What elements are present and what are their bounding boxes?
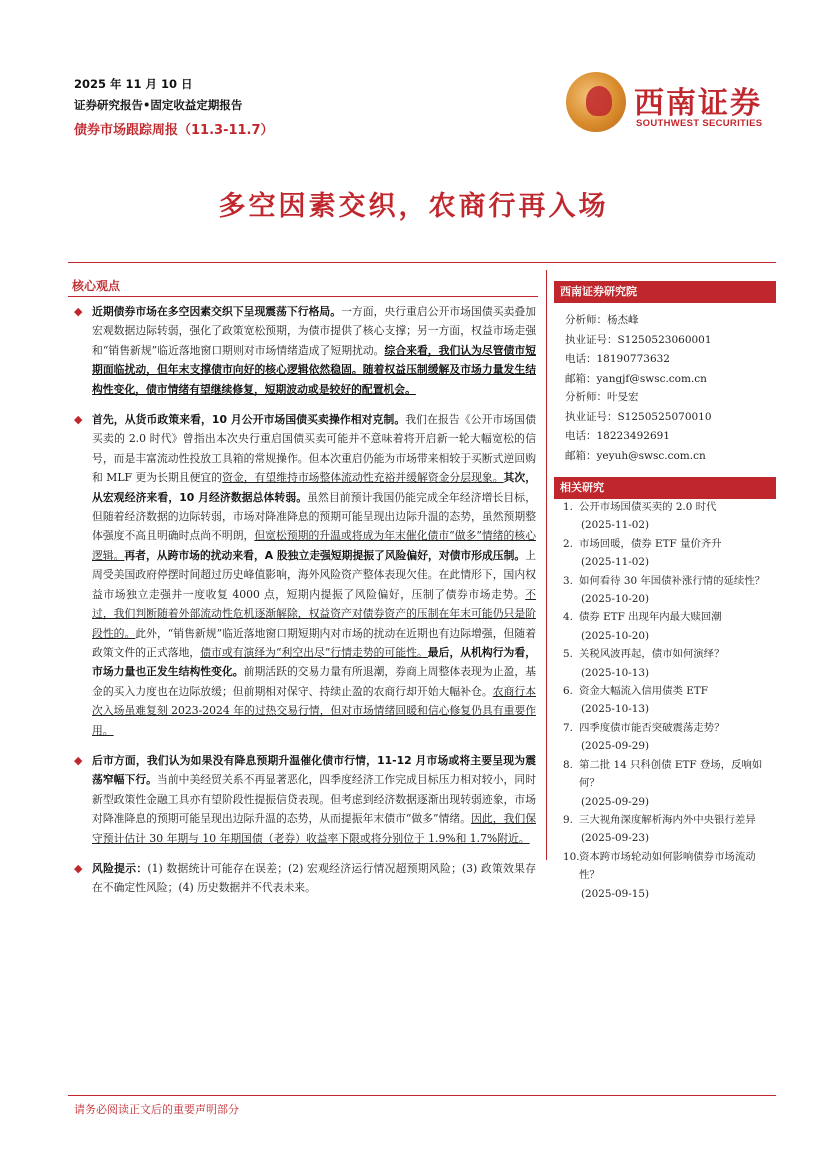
item-date: (2025-09-29) [581,740,650,753]
report-series: 债券市场跟踪周报（11.3-11.7） [74,123,274,138]
item-date: (2025-09-23) [581,832,650,845]
institute-heading: 西南证券研究院 [554,281,776,303]
item-title: 资金大幅流入信用债类 ETF [579,685,708,698]
item-number: 4. [563,611,573,624]
list-item[interactable] [563,645,775,682]
item-title: 市场回暖，债券 ETF 量价齐升 [579,537,722,550]
para-text: 我们在报告《公开市场国债买卖的 2.0 时代》曾指出本次央行重启国债买卖可能并不意味着将开启新一轮大幅宽松的信号，而是丰富流动性投放工具箱的常规操作。但本次重启仍能为市场带来相较于买断式逆回购和 MLF 更为长期且便宜的 [92,413,536,485]
para-subhead: 其次，从宏观经济来看，10 月经济数据总体转弱。 [92,471,536,504]
item-number: 3. [563,574,573,587]
analyst-license: 执业证号：S1250523060001 [565,333,712,346]
logo-name-en: SOUTHWEST SECURITIES [636,118,763,129]
item-number: 6. [563,685,573,698]
item-title: 关税风波再起，债市如何演绎？ [579,648,725,661]
core-view-underline [68,296,538,297]
item-date: (2025-09-29) [581,795,650,808]
related-research-heading: 相关研究 [554,477,776,499]
para-lead: 首先，从货币政策来看，10 月公开市场国债买卖操作相对克制。 [92,413,406,427]
para-text: 一方面，央行重启公开市场国债买卖叠加宏观数据边际转弱，强化了政策宽松预期，为债市提供了核心支撑；另一方面，权益市场走强和“销售新规”临近落地窗口期则对市场情绪造成了短期扰动。 [92,305,537,357]
analyst-name: 分析师：叶旻宏 [565,391,639,403]
item-title: 债券 ETF 出现年内最大赎回潮 [579,611,722,624]
item-number: 9. [563,813,573,826]
item-date: (2025-10-20) [581,629,650,642]
analyst-contact-1 [565,311,712,389]
list-item[interactable] [563,608,775,645]
item-title: 如何看待 30 年国债补涨行情的延续性？ [579,574,766,587]
para-underlined: 农商行本次入场虽难复刻 2023-2024 年的过热交易行情，但对市场情绪回暖和信心修复仍具有重要作用。 [92,684,537,737]
item-number: 7. [563,721,573,734]
core-view-heading: 核心观点 [72,279,121,293]
para-text: 此外，“销售新规”临近落地窗口期短期内对市场的扰动在近期也有边际增强，但随着政策文件的正式落地， [92,626,536,659]
footer-divider [68,1095,776,1096]
para-conclusion: 综合来看，我们认为尽管债市短期面临扰动，但年末支撑债市向好的核心逻辑依然稳固。随着权益压制缓解及市场力量发生结构性变化，债市情绪有望继续修复，短期波动或是较好的配置机会。 [92,343,536,396]
para-text: 上周受美国政府停摆时间超过历史峰值影响，海外风险资产整体表现欠佳。在此情形下，国内权益市场独立走强并一度收复 4000 点，短期内提振了风险偏好，压制了债券市场走势。 [92,548,536,601]
list-item[interactable] [563,498,775,535]
para-text: 前期活跃的交易力量有所退潮，券商上周整体表现为止盈，基金的买入力度也在边际放缓；但前期相对保守、持续止盈的农商行却开始大幅补仓。 [92,665,537,698]
item-number: 1. [563,501,573,513]
list-item[interactable] [563,719,775,756]
item-title: 三大视角深度解析海内外中央银行差异 [579,813,756,826]
para-underlined: 因此，我们保守预计估计 30 年期与 10 年期国债（老券）收益率下限或将分别位于 1.9%和 1.7%附近。 [92,812,536,845]
item-title: 四季度债市能否突破震荡走势？ [579,721,725,734]
page-title: 多空因素交织，农商行再入场 [218,191,609,222]
para-underlined: 债市或有演绎为“利空出尽”行情走势的可能性。 [200,645,428,659]
list-item[interactable] [563,848,775,903]
item-title: 第二批 14 只科创债 ETF 登场，反响如何？ [579,758,763,790]
title-divider [68,262,776,263]
para-text: 虽然目前预计我国仍能完成全年经济增长目标，但随着经济数据的边际转弱，市场对降准降息的预期可能呈现出边际升温的态势，虽然预期整体强度不高且明确时点尚不明朗， [92,490,536,543]
item-number: 2. [563,537,573,550]
para-underlined: 但宽松预期的升温或将成为年末催化债市“做多”情绪的核心逻辑。 [92,529,537,562]
bullet-icon: ◆ [74,861,83,875]
list-item[interactable] [563,811,775,848]
paragraph-market-overview [74,302,536,399]
analyst-license: 执业证号：S1250525070010 [565,410,712,423]
list-item[interactable] [563,756,775,811]
bullet-icon: ◆ [74,413,83,427]
column-divider [546,270,547,860]
company-logo [566,72,766,136]
paragraph-outlook [74,751,536,848]
para-lead: 近期债券市场在多空因素交织下呈现震荡下行格局。 [92,305,342,318]
analyst-contact-2 [565,388,712,466]
analyst-email[interactable]: 邮箱：yeyuh@swsc.com.cn [565,449,706,462]
paragraph-risk [74,859,536,898]
analyst-phone: 电话：18190773632 [565,353,670,366]
bullet-icon: ◆ [74,305,83,318]
item-date: (2025-10-13) [581,703,650,716]
report-type: 证券研究报告•固定收益定期报告 [74,98,243,112]
analyst-name: 分析师：杨杰峰 [565,314,639,326]
para-underlined: 资金，有望维持市场整体流动性充裕并缓解资金分层现象。 [222,471,504,485]
item-number: 8. [563,758,573,771]
report-date: 2025 年 11 月 10 日 [74,77,193,91]
item-title: 公开市场国债买卖的 2.0 时代 [579,501,717,513]
footer-disclaimer: 请务必阅读正文后的重要声明部分 [74,1103,239,1116]
bullet-icon: ◆ [74,753,83,767]
item-date: (2025-11-02) [581,519,650,532]
para-subhead: 最后，从机构行为看，市场力量也正发生结构性变化。 [92,645,537,679]
logo-emblem-icon [566,72,626,132]
list-item[interactable] [563,572,775,609]
para-lead: 后市方面，我们认为如果没有降息预期升温催化债市行情，11-12 月市场或将主要呈现为震荡窄幅下行。 [92,753,536,787]
list-item[interactable] [563,535,775,572]
para-subhead: 再者，从跨市场的扰动来看，A 股独立走强短期提振了风险偏好，对债市形成压制。 [124,548,526,562]
analyst-phone: 电话：18223492691 [565,430,670,443]
core-view-body [74,302,536,909]
item-date: (2025-10-20) [581,593,650,606]
item-date: (2025-10-13) [581,666,650,679]
analyst-email[interactable]: 邮箱：yangjf@swsc.com.cn [565,372,707,385]
logo-name-cn: 西南证券 [634,86,762,121]
para-underlined: 不过，我们判断随着外部流动性危机逐渐解除，权益资产对债券资产的压制在年末可能仍只是阶段性的。 [92,587,536,640]
para-lead: 风险提示： [92,861,148,875]
item-title: 资本跨市场轮动如何影响债券市场流动性？ [579,850,756,882]
list-item[interactable] [563,682,775,719]
item-number: 10. [563,850,580,863]
para-text: (1) 数据统计可能存在误差；(2) 宏观经济运行情况超预期风险；(3) 政策效果存在不确定性风险；(4) 历史数据并不代表未来。 [92,861,536,895]
item-date: (2025-11-02) [581,556,650,569]
item-number: 5. [563,648,573,661]
related-research-list [563,498,775,903]
paragraph-analysis [74,410,536,740]
item-date: (2025-09-15) [581,887,650,900]
para-text: 当前中美经贸关系不再显著恶化，四季度经济工作完成目标压力相对较小，同时新型政策性金融工具亦有望阶段性提振信贷表现。但考虑到经济数据逐渐出现转弱迹象，市场对降准降息的预期可能呈现出边际升温的态势，从而提振年末债市“做多”情绪。 [92,773,537,826]
